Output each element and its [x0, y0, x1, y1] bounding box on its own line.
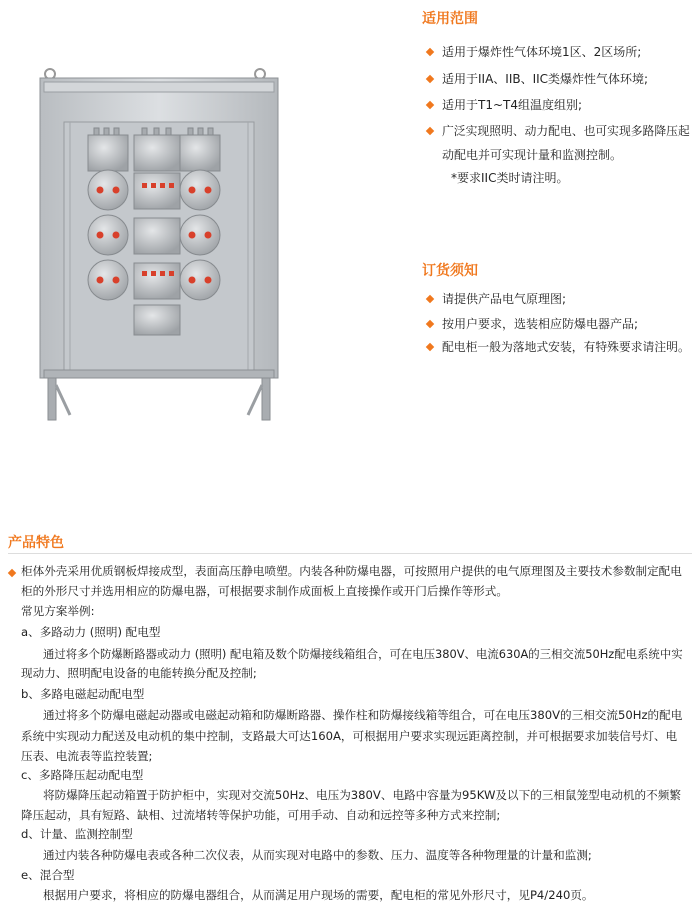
example-a-title: a、多路动力 (照明) 配电型 — [21, 625, 161, 639]
example-e-title: e、混合型 — [21, 868, 75, 882]
bullet-icon — [426, 320, 434, 328]
bullet-icon — [426, 127, 434, 135]
bullet-icon — [426, 48, 434, 56]
examples-label: 常见方案举例: — [21, 604, 95, 618]
example-a-text: 现动力、照明配电设备的电能转换分配及控制; — [21, 666, 257, 680]
scope-item: 适用于T1~T4组温度组别; — [442, 98, 583, 112]
example-b-text: 通过将多个防爆电磁起动器或电磁起动箱和防爆断路器、操作柱和防爆接线箱等组合，可在电压380V的三相交流50Hz的配电 — [43, 708, 683, 722]
bullet-icon — [426, 101, 434, 109]
example-a-text: 通过将多个防爆断路器或动力 (照明) 配电箱及数个防爆接线箱组合，可在电压380V、电流630A的三相交流50Hz配电系统中实 — [43, 647, 683, 661]
ordering-title: 订货须知 — [422, 263, 478, 279]
ordering-item: 按用户要求，选装相应防爆电器产品; — [442, 317, 639, 331]
scope-note: *要求IIC类时请注明。 — [451, 171, 569, 185]
example-b-text: 压表、电流表等监控装置; — [21, 749, 153, 763]
ordering-item: 配电柜一般为落地式安装，有特殊要求请注明。 — [442, 340, 690, 354]
example-d-text: 通过内装各种防爆电表或各种二次仪表，从而实现对电路中的参数、压力、温度等各种物理量的计量和监测; — [43, 848, 592, 862]
example-c-text: 将防爆降压起动箱置于防护柜中，实现对交流50Hz、电压为380V、电路中容量为95KW及以下的三相鼠笼型电动机的不频繁 — [43, 788, 681, 802]
bullet-icon — [8, 569, 16, 577]
product-image — [30, 60, 290, 425]
example-c-title: c、多路降压起动配电型 — [21, 768, 144, 782]
example-b-title: b、多路电磁起动配电型 — [21, 687, 145, 701]
scope-item: 广泛实现照明、动力配电、也可实现多路降压起 — [442, 124, 690, 138]
bullet-icon — [426, 295, 434, 303]
section-divider — [8, 553, 692, 554]
features-intro-line: 柜体外壳采用优质钢板焊接成型，表面高压静电喷塑。内装各种防爆电器，可按照用户提供的电气原理图及主要技术参数制定配电 — [21, 564, 682, 578]
scope-item-continued: 动配电并可实现计量和监测控制。 — [442, 148, 623, 162]
example-d-title: d、计量、监测控制型 — [21, 827, 133, 841]
scope-item: 适用于爆炸性气体环境1区、2区场所; — [442, 45, 642, 59]
ordering-item: 请提供产品电气原理图; — [442, 292, 567, 306]
scope-item: 适用于IIA、IIB、IIC类爆炸性气体环境; — [442, 72, 649, 86]
example-c-text: 降压起动，具有短路、缺相、过流堵转等保护功能，可用手动、自动和远控等多种方式来控制; — [21, 808, 501, 822]
example-b-text: 系统中实现动力配送及电动机的集中控制，支路最大可达160A，可根据用户要求实现远距离控制，并可根据要求加装信号灯、电 — [21, 729, 678, 743]
features-intro-line: 柜的外形尺寸并选用相应的防爆电器，可根据要求制作成面板上直接操作或开门后操作等形式。 — [21, 584, 508, 598]
bullet-icon — [426, 75, 434, 83]
bullet-icon — [426, 343, 434, 351]
features-title: 产品特色 — [8, 535, 64, 551]
scope-title: 适用范围 — [422, 11, 478, 27]
example-e-text: 根据用户要求，将相应的防爆电器组合，从而满足用户现场的需要，配电柜的常见外形尺寸，见P4/240页。 — [43, 888, 594, 902]
distribution-cabinet-illustration — [30, 60, 290, 425]
